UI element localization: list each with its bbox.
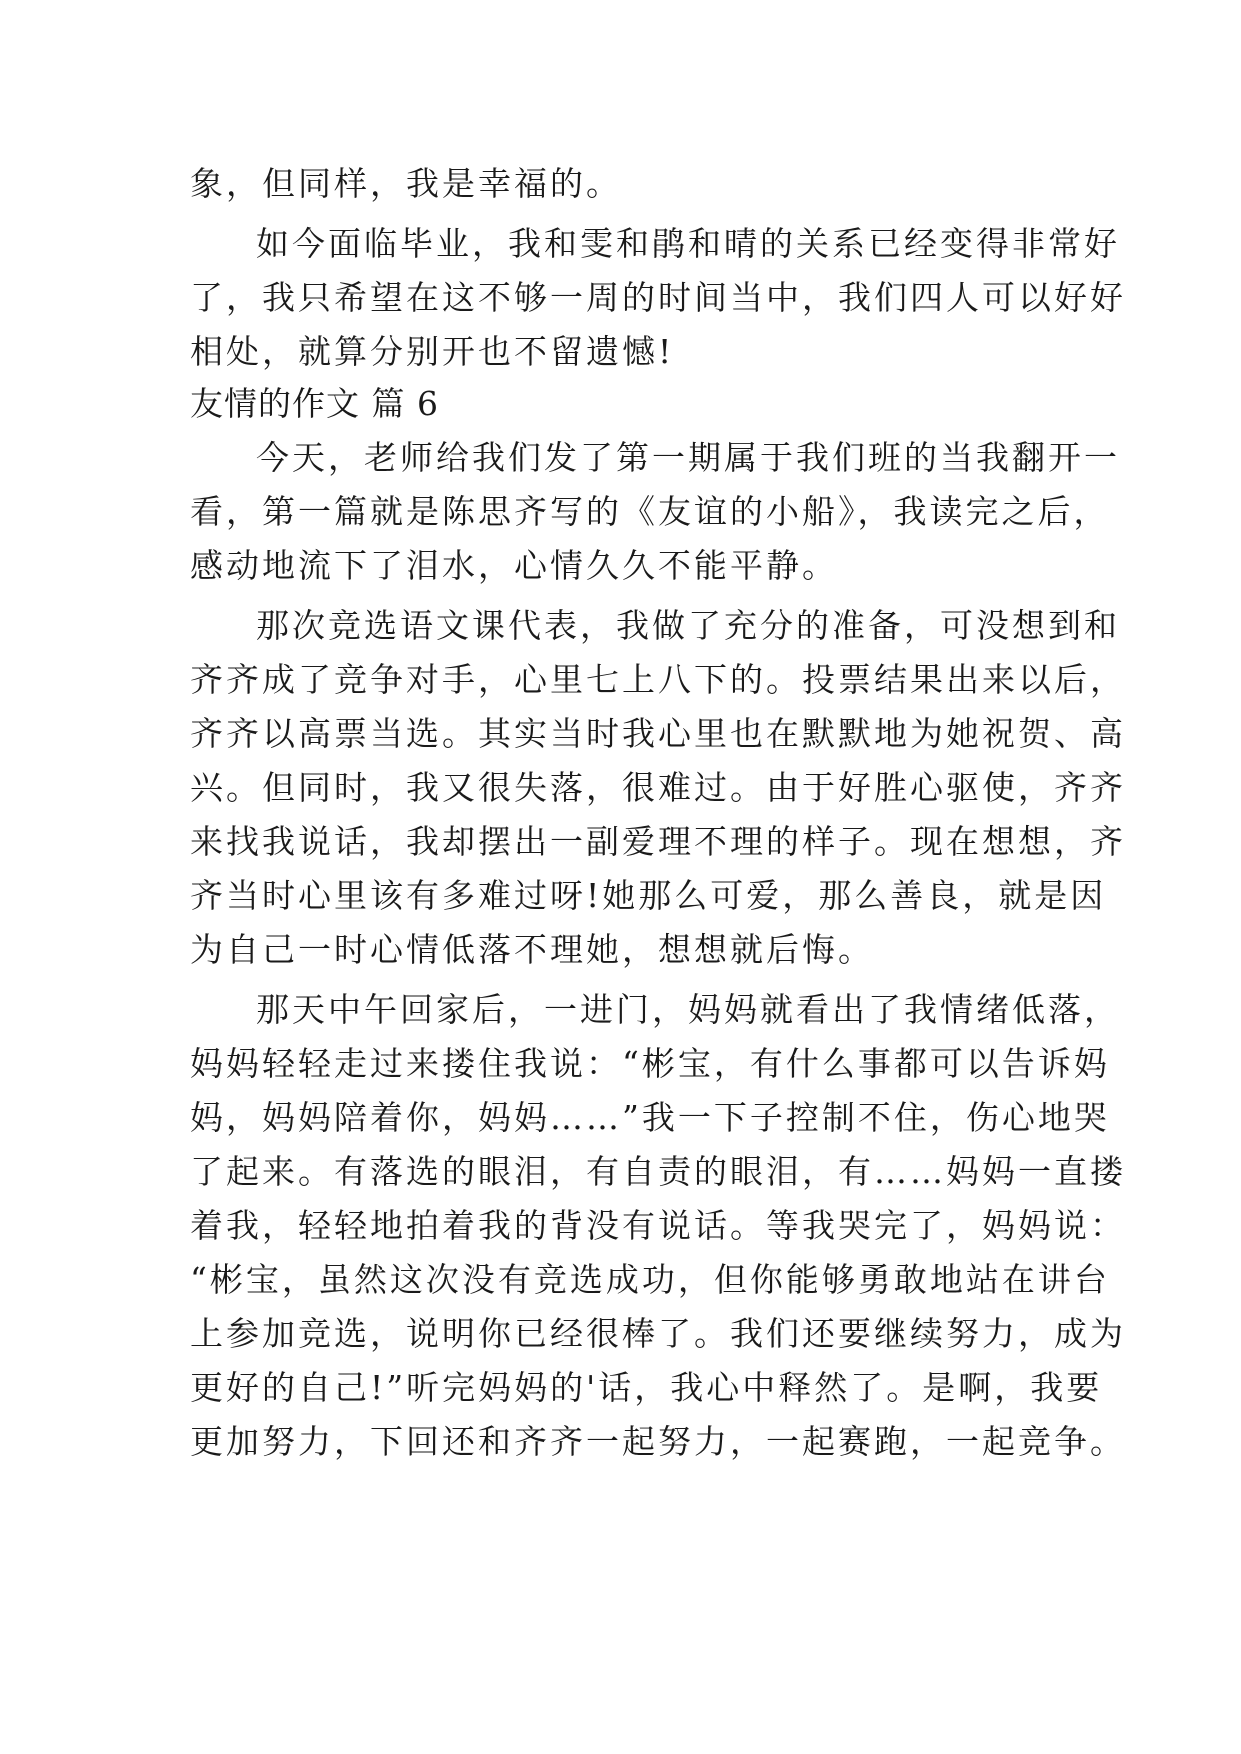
text-line: 感动地流下了泪水，心情久久不能平静。	[190, 546, 838, 585]
text-line: 妈，妈妈陪着你，妈妈……”我一下子控制不住，伤心地哭	[190, 1098, 1110, 1137]
paragraph-first-line: 如今面临毕业，我和雯和鹃和晴的关系已经变得非常好	[256, 224, 1120, 263]
text-line: 妈妈轻轻走过来搂住我说：“彬宝，有什么事都可以告诉妈	[190, 1044, 1110, 1083]
text-line: 为自己一时心情低落不理她，想想就后悔。	[190, 930, 874, 969]
paragraph-first-line: 那天中午回家后，一进门，妈妈就看出了我情绪低落，	[256, 990, 1120, 1029]
text-line: 更加努力，下回还和齐齐一起努力，一起赛跑，一起竞争。	[190, 1422, 1126, 1461]
text-line: 了起来。有落选的眼泪，有自责的眼泪，有……妈妈一直搂	[190, 1152, 1126, 1191]
text-line: 齐齐以高票当选。其实当时我心里也在默默地为她祝贺、高	[190, 714, 1126, 753]
text-line: “彬宝，虽然这次没有竞选成功，但你能够勇敢地站在讲台	[190, 1260, 1110, 1299]
text-line: 上参加竞选，说明你已经很棒了。我们还要继续努力，成为	[190, 1314, 1126, 1353]
text-line: 象，但同样，我是幸福的。	[190, 164, 622, 203]
section-heading: 友情的作文 篇 6	[190, 384, 439, 423]
paragraph-first-line: 那次竞选语文课代表，我做了充分的准备，可没想到和	[256, 606, 1120, 645]
paragraph-first-line: 今天，老师给我们发了第一期属于我们班的当我翻开一	[256, 438, 1120, 477]
text-line: 了，我只希望在这不够一周的时间当中，我们四人可以好好	[190, 278, 1126, 317]
text-line: 兴。但同时，我又很失落，很难过。由于好胜心驱使，齐齐	[190, 768, 1126, 807]
text-line: 看，第一篇就是陈思齐写的《友谊的小船》，我读完之后，	[190, 492, 1110, 531]
text-line: 相处，就算分别开也不留遗憾!	[190, 332, 675, 371]
text-line: 齐齐成了竞争对手，心里七上八下的。投票结果出来以后，	[190, 660, 1126, 699]
text-line: 更好的自己!”听完妈妈的'话，我心中释然了。是啊，我要	[190, 1368, 1103, 1407]
text-line: 齐当时心里该有多难过呀!她那么可爱，那么善良，就是因	[190, 876, 1107, 915]
text-line: 来找我说话，我却摆出一副爱理不理的样子。现在想想，齐	[190, 822, 1126, 861]
text-line: 着我，轻轻地拍着我的背没有说话。等我哭完了，妈妈说：	[190, 1206, 1126, 1245]
